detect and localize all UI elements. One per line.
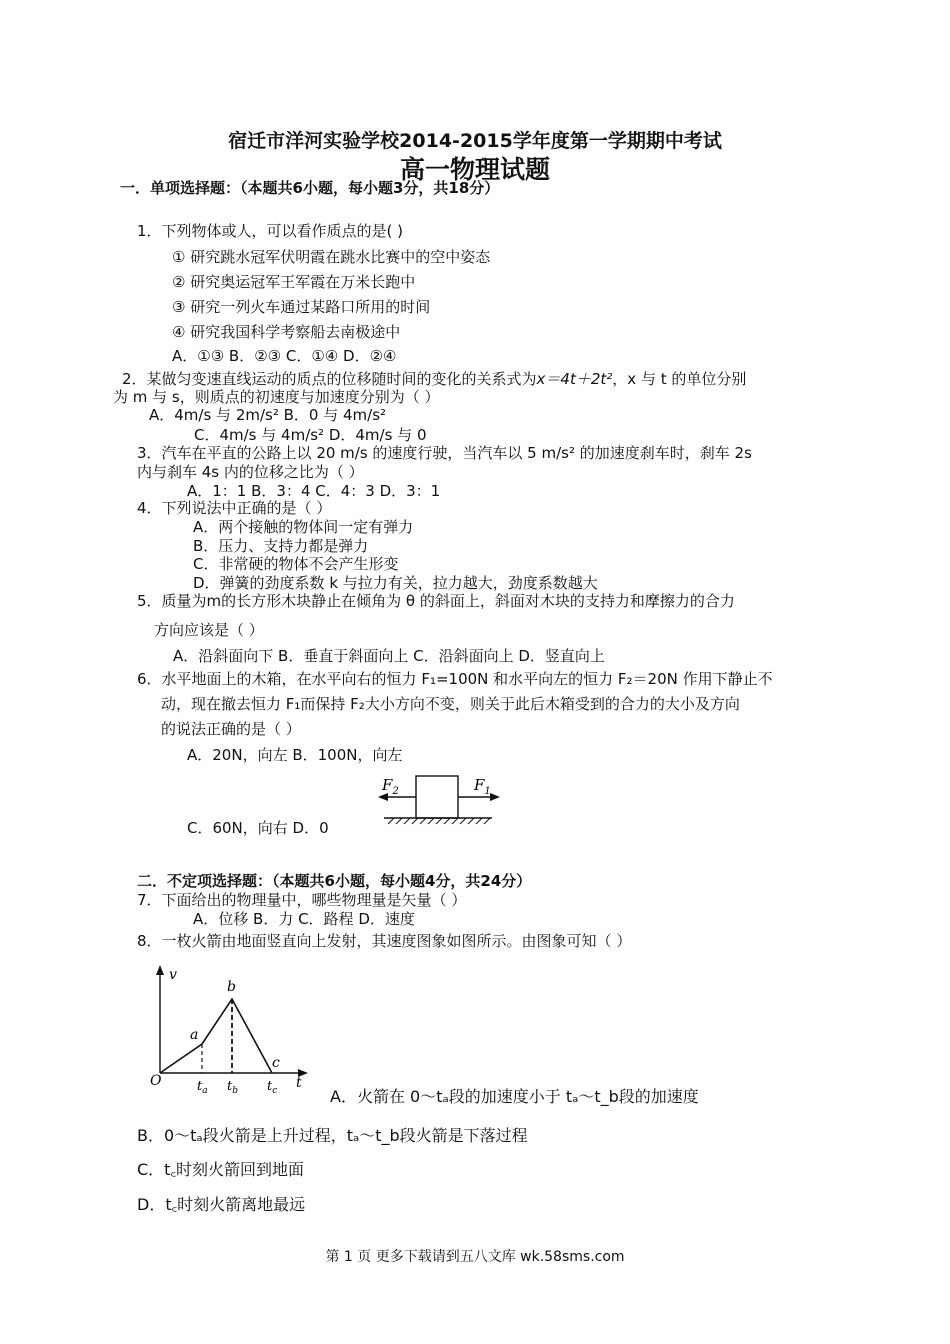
box-force-diagram xyxy=(374,770,504,830)
q5-line1: 5．质量为m的长方形木块静止在倾角为 θ 的斜面上，斜面对木块的支持力和摩擦力的合力 xyxy=(137,592,735,610)
q1-item-4: ④ 研究我国科学考察船去南极途中 xyxy=(172,323,401,341)
q7-options: A．位移 B．力 C．路程 D．速度 xyxy=(193,910,415,928)
q6-options-cd: C．60N，向右 D．0 xyxy=(187,819,329,837)
label-tb: $t_b$ xyxy=(227,1079,238,1096)
q6-line3: 的说法正确的是（ ） xyxy=(161,720,301,738)
wooden-box xyxy=(416,776,458,818)
section1-heading: 一．单项选择题：（本题共6小题，每小题3分，共18分） xyxy=(120,179,500,197)
q2-formula: x＝4t＋2t² xyxy=(536,370,613,388)
ground-hatch xyxy=(388,818,490,824)
label-ta: $t_a$ xyxy=(197,1079,208,1096)
v-axis-arrow xyxy=(156,965,164,975)
q6-line2: 动，现在撤去恒力 F₁而保持 F₂大小方向不变，则关于此后木箱受到的合力的大小及方向 xyxy=(161,695,740,713)
label-c: c xyxy=(272,1055,280,1071)
q1-item-2: ② 研究奥运冠军王军霞在万米长跑中 xyxy=(172,273,416,291)
exam-title: 宿迁市洋河实验学校2014-2015学年度第一学期期中考试 xyxy=(228,130,722,152)
q4-option-d: D．弹簧的劲度系数 k 与拉力有关，拉力越大，劲度系数越大 xyxy=(193,574,598,592)
label-t: t xyxy=(296,1075,302,1091)
q4-option-a: A．两个接触的物体间一定有弹力 xyxy=(193,518,414,536)
q2-line2: 为 m 与 s，则质点的初速度与加速度分别为（ ） xyxy=(113,388,440,406)
label-v: v xyxy=(169,967,177,983)
q3-options: A．1：1 B．3：4 C．4：3 D．3：1 xyxy=(187,482,441,500)
label-tc: $t_c$ xyxy=(267,1079,278,1096)
q8-option-a: A．火箭在 0～tₐ段的加速度小于 tₐ～t_b段的加速度 xyxy=(330,1087,699,1106)
q4-stem: 4．下列说法中正确的是（ ） xyxy=(137,499,332,517)
label-a: a xyxy=(190,1027,199,1043)
q4-option-b: B．压力、支持力都是弹力 xyxy=(193,537,369,555)
label-f1: $F_1$ xyxy=(474,776,491,797)
q8-option-b: B．0～tₐ段火箭是上升过程，tₐ～t_b段火箭是下落过程 xyxy=(137,1126,528,1145)
q2-text-b: ，x 与 t 的单位分别 xyxy=(612,370,747,388)
q5-options: A．沿斜面向下 B．垂直于斜面向上 C．沿斜面向上 D．竖直向上 xyxy=(173,647,605,665)
q2-line1 xyxy=(122,369,746,389)
q3-line2: 内与刹车 4s 内的位移之比为（ ） xyxy=(137,463,364,481)
q8-stem: 8．一枚火箭由地面竖直向上发射，其速度图象如图所示。由图象可知（ ） xyxy=(137,932,632,950)
q6-line1: 6．水平地面上的木箱，在水平向右的恒力 F₁=100N 和水平向左的恒力 F₂＝20N 作用下静止不 xyxy=(137,670,773,688)
label-o: O xyxy=(150,1073,162,1089)
q1-item-1: ① 研究跳水冠军伏明霞在跳水比赛中的空中姿态 xyxy=(172,248,491,266)
q5-line2: 方向应该是（ ） xyxy=(154,621,264,639)
exam-subtitle: 高一物理试题 xyxy=(399,155,550,184)
q2-text: 2．某做匀变速直线运动的质点的位移随时间的变化的关系式为 xyxy=(122,370,537,388)
velocity-time-graph xyxy=(142,963,317,1098)
q1-options: A．①③ B．②③ C．①④ D．②④ xyxy=(172,347,397,365)
q4-option-c: C．非常硬的物体不会产生形变 xyxy=(193,555,399,573)
label-b: b xyxy=(227,979,236,995)
q1-stem: 1．下列物体或人，可以看作质点的是( ) xyxy=(137,222,404,240)
arrow-f1 xyxy=(458,793,500,801)
label-f2: $F_2$ xyxy=(382,776,399,797)
page-footer: 第 1 页 更多下载请到五八文库 wk.58sms.com xyxy=(325,1249,625,1265)
section2-heading: 二．不定项选择题：（本题共6小题，每小题4分，共24分） xyxy=(137,872,532,890)
q2-options-ab: A．4m/s 与 2m/s² B．0 与 4m/s² xyxy=(149,406,387,424)
velocity-line xyxy=(160,999,272,1073)
q8-option-c: C．t꜀时刻火箭回到地面 xyxy=(137,1160,304,1179)
q2-options-cd: C．4m/s 与 4m/s² D．4m/s 与 0 xyxy=(194,426,427,444)
q1-item-3: ③ 研究一列火车通过某路口所用的时间 xyxy=(172,298,431,316)
q6-options-ab: A．20N，向左 B．100N，向左 xyxy=(187,746,403,764)
q8-option-d: D．t꜀时刻火箭离地最远 xyxy=(137,1195,306,1214)
q3-line1: 3．汽车在平直的公路上以 20 m/s 的速度行驶，当汽车以 5 m/s² 的加速度刹车时，刹车 2s xyxy=(137,444,752,462)
q7-stem: 7．下面给出的物理量中，哪些物理量是矢量（ ） xyxy=(137,891,467,909)
